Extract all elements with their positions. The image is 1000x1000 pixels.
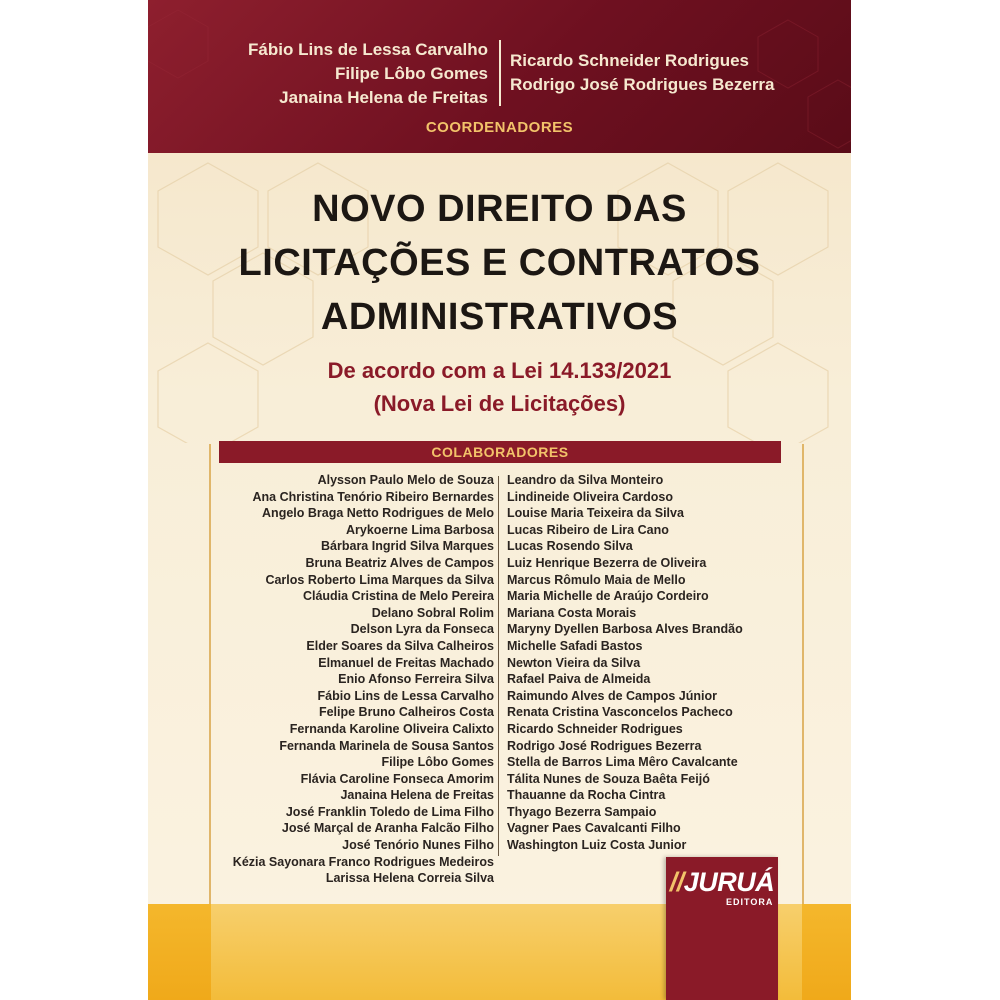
book-cover — [148, 0, 851, 1000]
collaborator-name: José Tenório Nunes Filho — [342, 838, 494, 853]
collaborator-name: Newton Vieira da Silva — [507, 655, 641, 670]
collaborator-name: Elder Soares da Silva Calheiros — [306, 638, 494, 653]
coordinators-label: COORDENADORES — [425, 119, 574, 136]
collaborator-name: Renata Cristina Vasconcelos Pacheco — [507, 705, 733, 720]
collaborator-name: Lucas Rosendo Silva — [507, 539, 633, 554]
collaborator-name: Elmanuel de Freitas Machado — [318, 655, 494, 670]
collaborators-list-right — [507, 472, 743, 854]
collaborator-name: José Marçal de Aranha Falcão Filho — [281, 821, 494, 836]
publisher-wordmark: JURUÁ — [683, 867, 775, 897]
publisher-name — [666, 867, 778, 898]
title-line: ADMINISTRATIVOS — [320, 296, 679, 338]
collaborator-name: Alysson Paulo Melo de Souza — [317, 473, 494, 487]
collaborator-name: Flávia Caroline Fonseca Amorim — [300, 771, 494, 786]
collaborator-name: Washington Luiz Costa Junior — [507, 838, 687, 853]
book-subtitle — [148, 354, 851, 420]
collaborator-name: Rodrigo José Rodrigues Bezerra — [507, 738, 702, 753]
collaborator-name: Cláudia Cristina de Melo Pereira — [302, 589, 494, 604]
publisher-sub: EDITORA — [726, 897, 774, 907]
collaborator-name: Maryny Dyellen Barbosa Alves Brandão — [507, 622, 743, 637]
collaborator-name: Marcus Rômulo Maia de Mello — [507, 572, 686, 587]
coordinators-band — [148, 0, 851, 153]
collaborator-name: Filipe Lôbo Gomes — [381, 755, 494, 770]
publisher-logo — [666, 857, 778, 1000]
collaborator-name: Stella de Barros Lima Mêro Cavalcante — [507, 755, 738, 770]
collaborator-name: Lucas Ribeiro de Lira Cano — [507, 522, 669, 537]
subtitle-line: (Nova Lei de Licitações) — [373, 391, 626, 416]
collaborator-name: Ana Christina Tenório Ribeiro Bernardes — [252, 489, 494, 504]
collaborator-name: Delson Lyra da Fonseca — [350, 622, 494, 637]
collaborator-name: Fernanda Karoline Oliveira Calixto — [289, 721, 494, 736]
collaborator-name: Rafael Paiva de Almeida — [507, 672, 651, 687]
collaborator-name: Arykoerne Lima Barbosa — [346, 522, 494, 537]
collaborator-name: Enio Afonso Ferreira Silva — [338, 672, 494, 687]
book-title — [148, 182, 851, 344]
title-line: LICITAÇÕES E CONTRATOS — [238, 242, 761, 284]
collaborator-name: Maria Michelle de Araújo Cordeiro — [507, 589, 709, 604]
collaborators-label: COLABORADORES — [219, 441, 781, 463]
collaborator-name: Carlos Roberto Lima Marques da Silva — [265, 572, 494, 587]
collaborator-name: Delano Sobral Rolim — [371, 605, 494, 620]
coordinator-name: Rodrigo José Rodrigues Bezerra — [510, 75, 775, 94]
collaborator-name: Luiz Henrique Bezerra de Oliveira — [507, 555, 707, 570]
collaborator-name: Ricardo Schneider Rodrigues — [507, 721, 683, 736]
collaborator-name: Vagner Paes Cavalcanti Filho — [507, 821, 681, 836]
coordinator-name: Janaina Helena de Freitas — [279, 88, 488, 107]
collaborator-name: Louise Maria Teixeira da Silva — [507, 506, 684, 521]
collaborator-name: Felipe Bruno Calheiros Costa — [318, 705, 494, 720]
collaborator-name: Kézia Sayonara Franco Rodrigues Medeiros — [232, 854, 494, 869]
collaborator-name: Thauanne da Rocha Cintra — [507, 788, 666, 803]
collaborator-name: Raimundo Alves de Campos Júnior — [507, 688, 717, 703]
collaborator-name: Bárbara Ingrid Silva Marques — [321, 539, 494, 554]
collaborator-name: Thyago Bezerra Sampaio — [507, 804, 657, 819]
subtitle-line: De acordo com a Lei 14.133/2021 — [327, 358, 672, 383]
title-line: NOVO DIREITO DAS — [312, 188, 687, 230]
collaborator-name: Angelo Braga Netto Rodrigues de Melo — [262, 506, 494, 521]
collaborator-name: Bruna Beatriz Alves de Campos — [305, 555, 494, 570]
collaborator-name: Lindineide Oliveira Cardoso — [507, 489, 674, 504]
coordinators-right — [510, 49, 775, 97]
coordinator-name: Ricardo Schneider Rodrigues — [510, 51, 749, 70]
collaborator-name: Janaina Helena de Freitas — [340, 788, 494, 803]
coordinators-left — [248, 38, 488, 110]
collaborator-name: Leandro da Silva Monteiro — [507, 473, 664, 487]
collaborator-name: Tálita Nunes de Souza Baêta Feijó — [507, 771, 710, 786]
collaborators-list-left — [233, 472, 494, 887]
coordinator-name: Fábio Lins de Lessa Carvalho — [248, 40, 488, 59]
collaborator-name: Fernanda Marinela de Sousa Santos — [279, 738, 494, 753]
collaborator-name: Mariana Costa Morais — [507, 605, 637, 620]
collaborator-name: José Franklin Toledo de Lima Filho — [285, 804, 494, 819]
collaborators-divider — [498, 476, 499, 856]
collaborator-name: Fábio Lins de Lessa Carvalho — [317, 688, 494, 703]
collaborator-name: Michelle Safadi Bastos — [507, 638, 643, 653]
coordinators-divider — [499, 40, 501, 106]
collaborator-name: Larissa Helena Correia Silva — [325, 871, 494, 886]
publisher-mark-icon: // — [669, 867, 684, 897]
coordinator-name: Filipe Lôbo Gomes — [334, 64, 488, 83]
